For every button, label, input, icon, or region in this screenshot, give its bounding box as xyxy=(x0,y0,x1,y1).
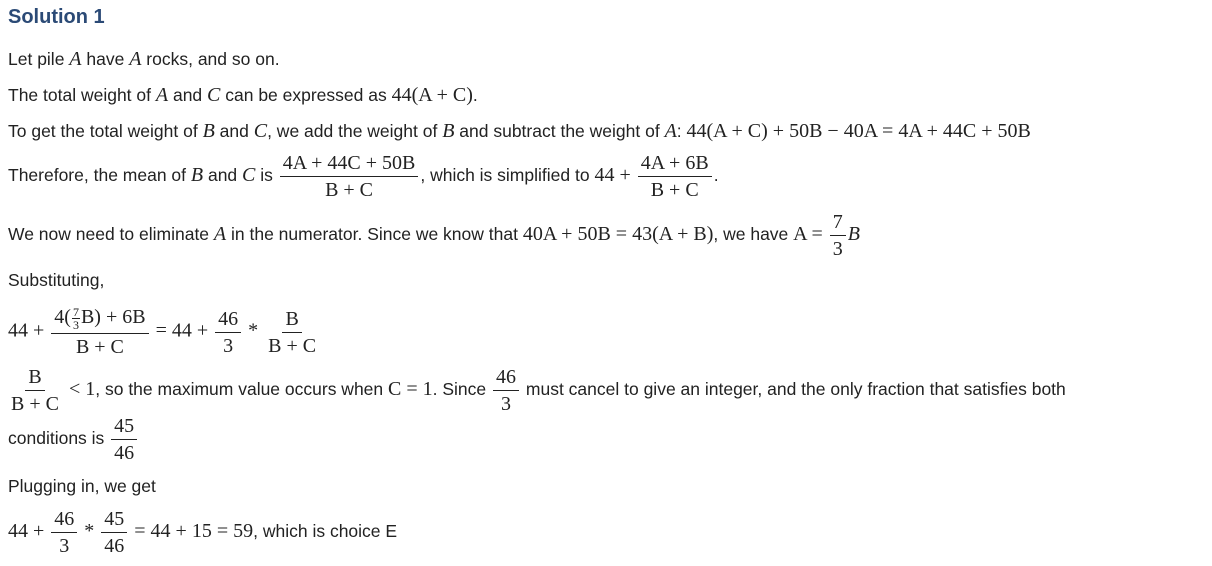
mean-fraction: $\frac{4A + 44C + 50B}{B + C}$ xyxy=(280,152,419,201)
line-11: 44 + $\frac{46}{3}$ * $\frac{45}{46}$ = 44 + 15 = 59, which is choice E xyxy=(8,508,398,557)
line-6: Substituting, xyxy=(8,270,105,290)
line-4: Therefore, the mean of B and C is $\frac{4A + 44C + 50B}{B + C}$ , which is simplified to 44 + $\frac{4A + 6B}{B + C}$ . xyxy=(8,152,719,201)
line-7: 44 + 4( $\frac{7}{3}$ B) + 6B B + C = 44 + $\frac{46}{3}$ * $\frac{B}{B + C}$ xyxy=(8,305,317,358)
line-8: $\frac{B}{B + C}$ < 1, so the maximum value occurs when C = 1. Since $\frac{46}{3}$ must cancel to give an integer, and the only fraction that satisfies both xyxy=(11,366,1066,415)
seven-thirds-fraction: $\frac{7}{3}$ xyxy=(830,211,846,260)
line-9: conditions is $\frac{45}{46}$ xyxy=(8,415,139,464)
line-2: The total weight of A and C can be expressed as 44(A + C). xyxy=(8,84,478,106)
line-1: Let pile A have A rocks, and so on. xyxy=(8,48,280,70)
solution-title: Solution 1 xyxy=(8,6,105,28)
line-10: Plugging in, we get xyxy=(8,476,156,496)
line-5: We now need to eliminate A in the numerator. Since we know that 40A + 50B = 43(A + B), we have A = $\frac{7}{3}$ B xyxy=(8,211,860,260)
line-3: To get the total weight of B and C, we add the weight of B and subtract the weight of A: 44(A + C) + 50B − 40A = 4A + 44C + 50B xyxy=(8,120,1031,142)
substituted-fraction: 4( $\frac{7}{3}$ B) + 6B B + C xyxy=(51,306,148,358)
simplified-fraction: $\frac{4A + 6B}{B + C}$ xyxy=(638,152,712,201)
